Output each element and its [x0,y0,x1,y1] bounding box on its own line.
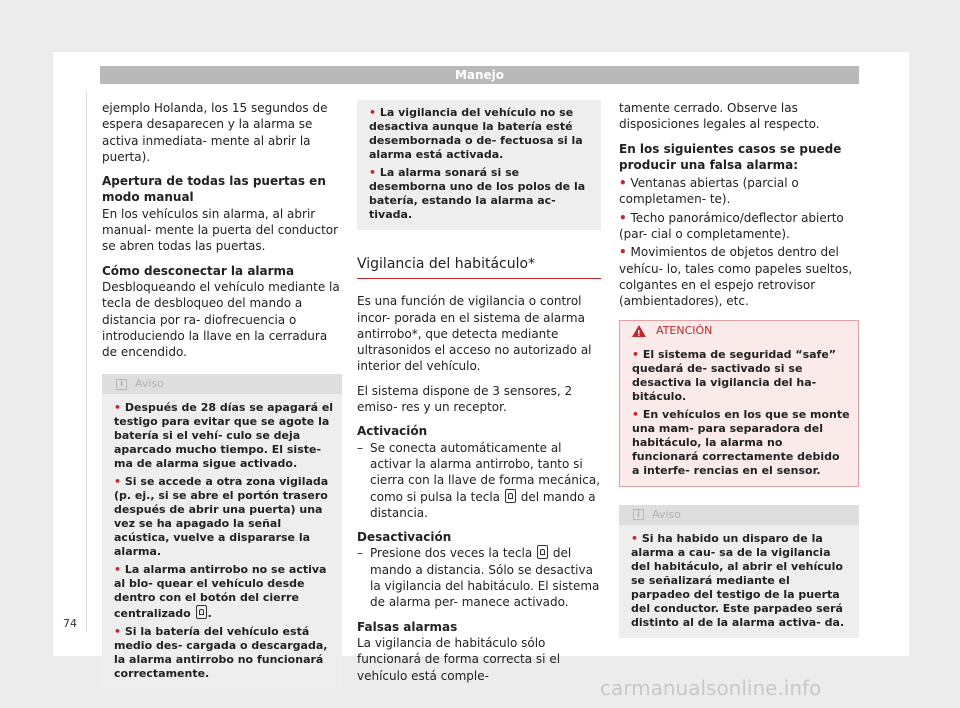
lock-key-icon [505,489,516,503]
paragraph: El sistema dispone de 3 sensores, 2 emiso- res y un receptor. [357,383,573,415]
atencion-box-header [620,321,858,341]
atencion-box [619,320,859,487]
atencion-item: • En vehículos en los que se monte una mam- para separadora del habitáculo, la alarma no funcionará correctamente debido a interfe- rencias en el sensor. [632,407,850,477]
margin-divider [86,92,87,632]
paragraph: La vigilancia de habitáculo sólo funcionará de forma correcta si el vehículo está comple- [357,635,561,683]
continued-note-box [357,100,601,230]
atencion-item: • El sistema de seguridad “safe” quedará de- sactivado si se desactiva la vigilancia del ha- bitáculo. [632,347,837,403]
bullet-icon: • [114,401,122,415]
info-icon: i [633,509,644,520]
bullet-icon: • [114,563,122,577]
section-title: Vigilancia del habitáculo* [357,256,601,279]
bullet-icon: • [632,407,640,421]
info-icon: i [116,379,127,390]
paragraph: ejemplo Holanda, los 15 segundos de espera desaparecen y la alarma se activa inmediata- mente al abrir la puerta). [102,101,328,164]
aviso-label: Aviso [652,507,681,521]
step-item: – Se conecta automáticamente al activar la alarma antirrobo, tanto si cierra con la llave de forma mecánica, como si pulsa la tecla del mando a distancia. [357,440,601,520]
subheading: En los siguientes casos se puede producir una falsa alarma: [619,141,842,172]
list-item: • Techo panorámico/deflector abierto (par- cial o completamente). [619,210,844,242]
warning-triangle-icon: ! [632,325,646,337]
aviso-item: • Después de 28 días se apagará el testigo para evitar que se agote la batería si el vehí- culo se deja aparcado mucho tiempo. El siste- ma de alarma sigue activado. [114,401,334,471]
paragraph: En los vehículos sin alarma, al abrir manual- mente la puerta del conductor se abren todas las puertas. [102,206,339,254]
page-number: 74 [63,617,77,630]
bullet-icon: • [631,531,639,545]
bullet-icon: • [114,625,122,639]
list-item: • Movimientos de objetos dentro del vehícu- lo, tales como papeles sueltos, colgantes en el espejo retrovisor (ambientadores), etc. [619,245,853,309]
subheading: Cómo desconectar la alarma [102,263,295,278]
atencion-label: ATENCIÓN [656,323,713,337]
lock-key-icon [196,605,207,619]
aviso-label: Aviso [135,377,164,391]
subheading: Desactivación [357,530,452,545]
aviso-item: • La alarma antirrobo no se activa al blo- quear el vehículo desde dentro con el botón del cierre centralizado . [114,563,327,621]
aviso-item: • Si la batería del vehículo está medio des- cargada o descargada, la alarma antirrobo no funcionará correctamente. [114,625,328,681]
bullet-icon: • [619,245,627,260]
column-1 [102,100,342,689]
paragraph: Es una función de vigilancia o control incor- porada en el sistema de alarma antirrobo*, que detecta mediante ultrasonidos el acceso no autorizado al interior del vehículo. [357,294,592,374]
note-item: • La alarma sonará si se desemborna uno de los polos de la batería, estando la alarma ac- tivada. [369,166,586,221]
aviso-body [619,525,859,638]
aviso-item: • Si se accede a otra zona vigilada (p. ej., si se abre el portón trasero después de abrir una puerta) una vez se ha apagado la señal acústica, vuelve a dispararse la alarma. [114,475,329,559]
aviso-box [102,374,342,689]
subheading: Falsas alarmas [357,619,458,634]
aviso-box-header [102,374,342,394]
paragraph: tamente cerrado. Observe las disposiciones legales al respecto. [619,101,820,132]
aviso-body [102,394,342,689]
step-item: – Presione dos veces la tecla del mando a distancia. Sólo se desactiva la vigilancia del habitáculo. El sistema de alarma per- manece activado. [357,546,600,610]
bullet-icon: • [369,106,377,119]
list-item: • Ventanas abiertas (parcial o completamen- te). [619,176,799,207]
aviso-box-header [619,505,859,525]
subheading: Apertura de todas las puertas en modo manual [102,174,326,205]
bullet-icon: • [619,210,627,225]
paragraph: Desbloqueando el vehículo mediante la tecla de desbloqueo del mando a distancia por ra- diofrecuencia o introduciendo la llave en la cerradura de encendido. [102,279,340,360]
lock-key-icon [537,545,548,559]
bullet-icon: • [369,166,377,179]
bullet-icon: • [114,475,122,489]
atencion-body [620,341,858,486]
bullet-icon: • [632,347,640,361]
chapter-header: Manejo [100,66,859,84]
column-2 [357,100,601,692]
bullet-icon: • [619,176,627,191]
aviso-box [619,505,859,638]
note-item: • La vigilancia del vehículo no se desactiva aunque la batería esté desembornada o de- fectuosa si la alarma está activada. [369,106,583,161]
aviso-item: • Si ha habido un disparo de la alarma a cau- sa de la vigilancia del habitáculo, al abrir el vehículo se señalizará mediante el parpadeo del testigo de la puerta del conductor. Este parpadeo será distinto al de la alarma activa- da. [631,531,845,629]
column-3 [619,100,859,638]
watermark: carmanualsonline.info [600,676,822,700]
subheading: Activación [357,424,428,439]
note-body [357,100,601,230]
